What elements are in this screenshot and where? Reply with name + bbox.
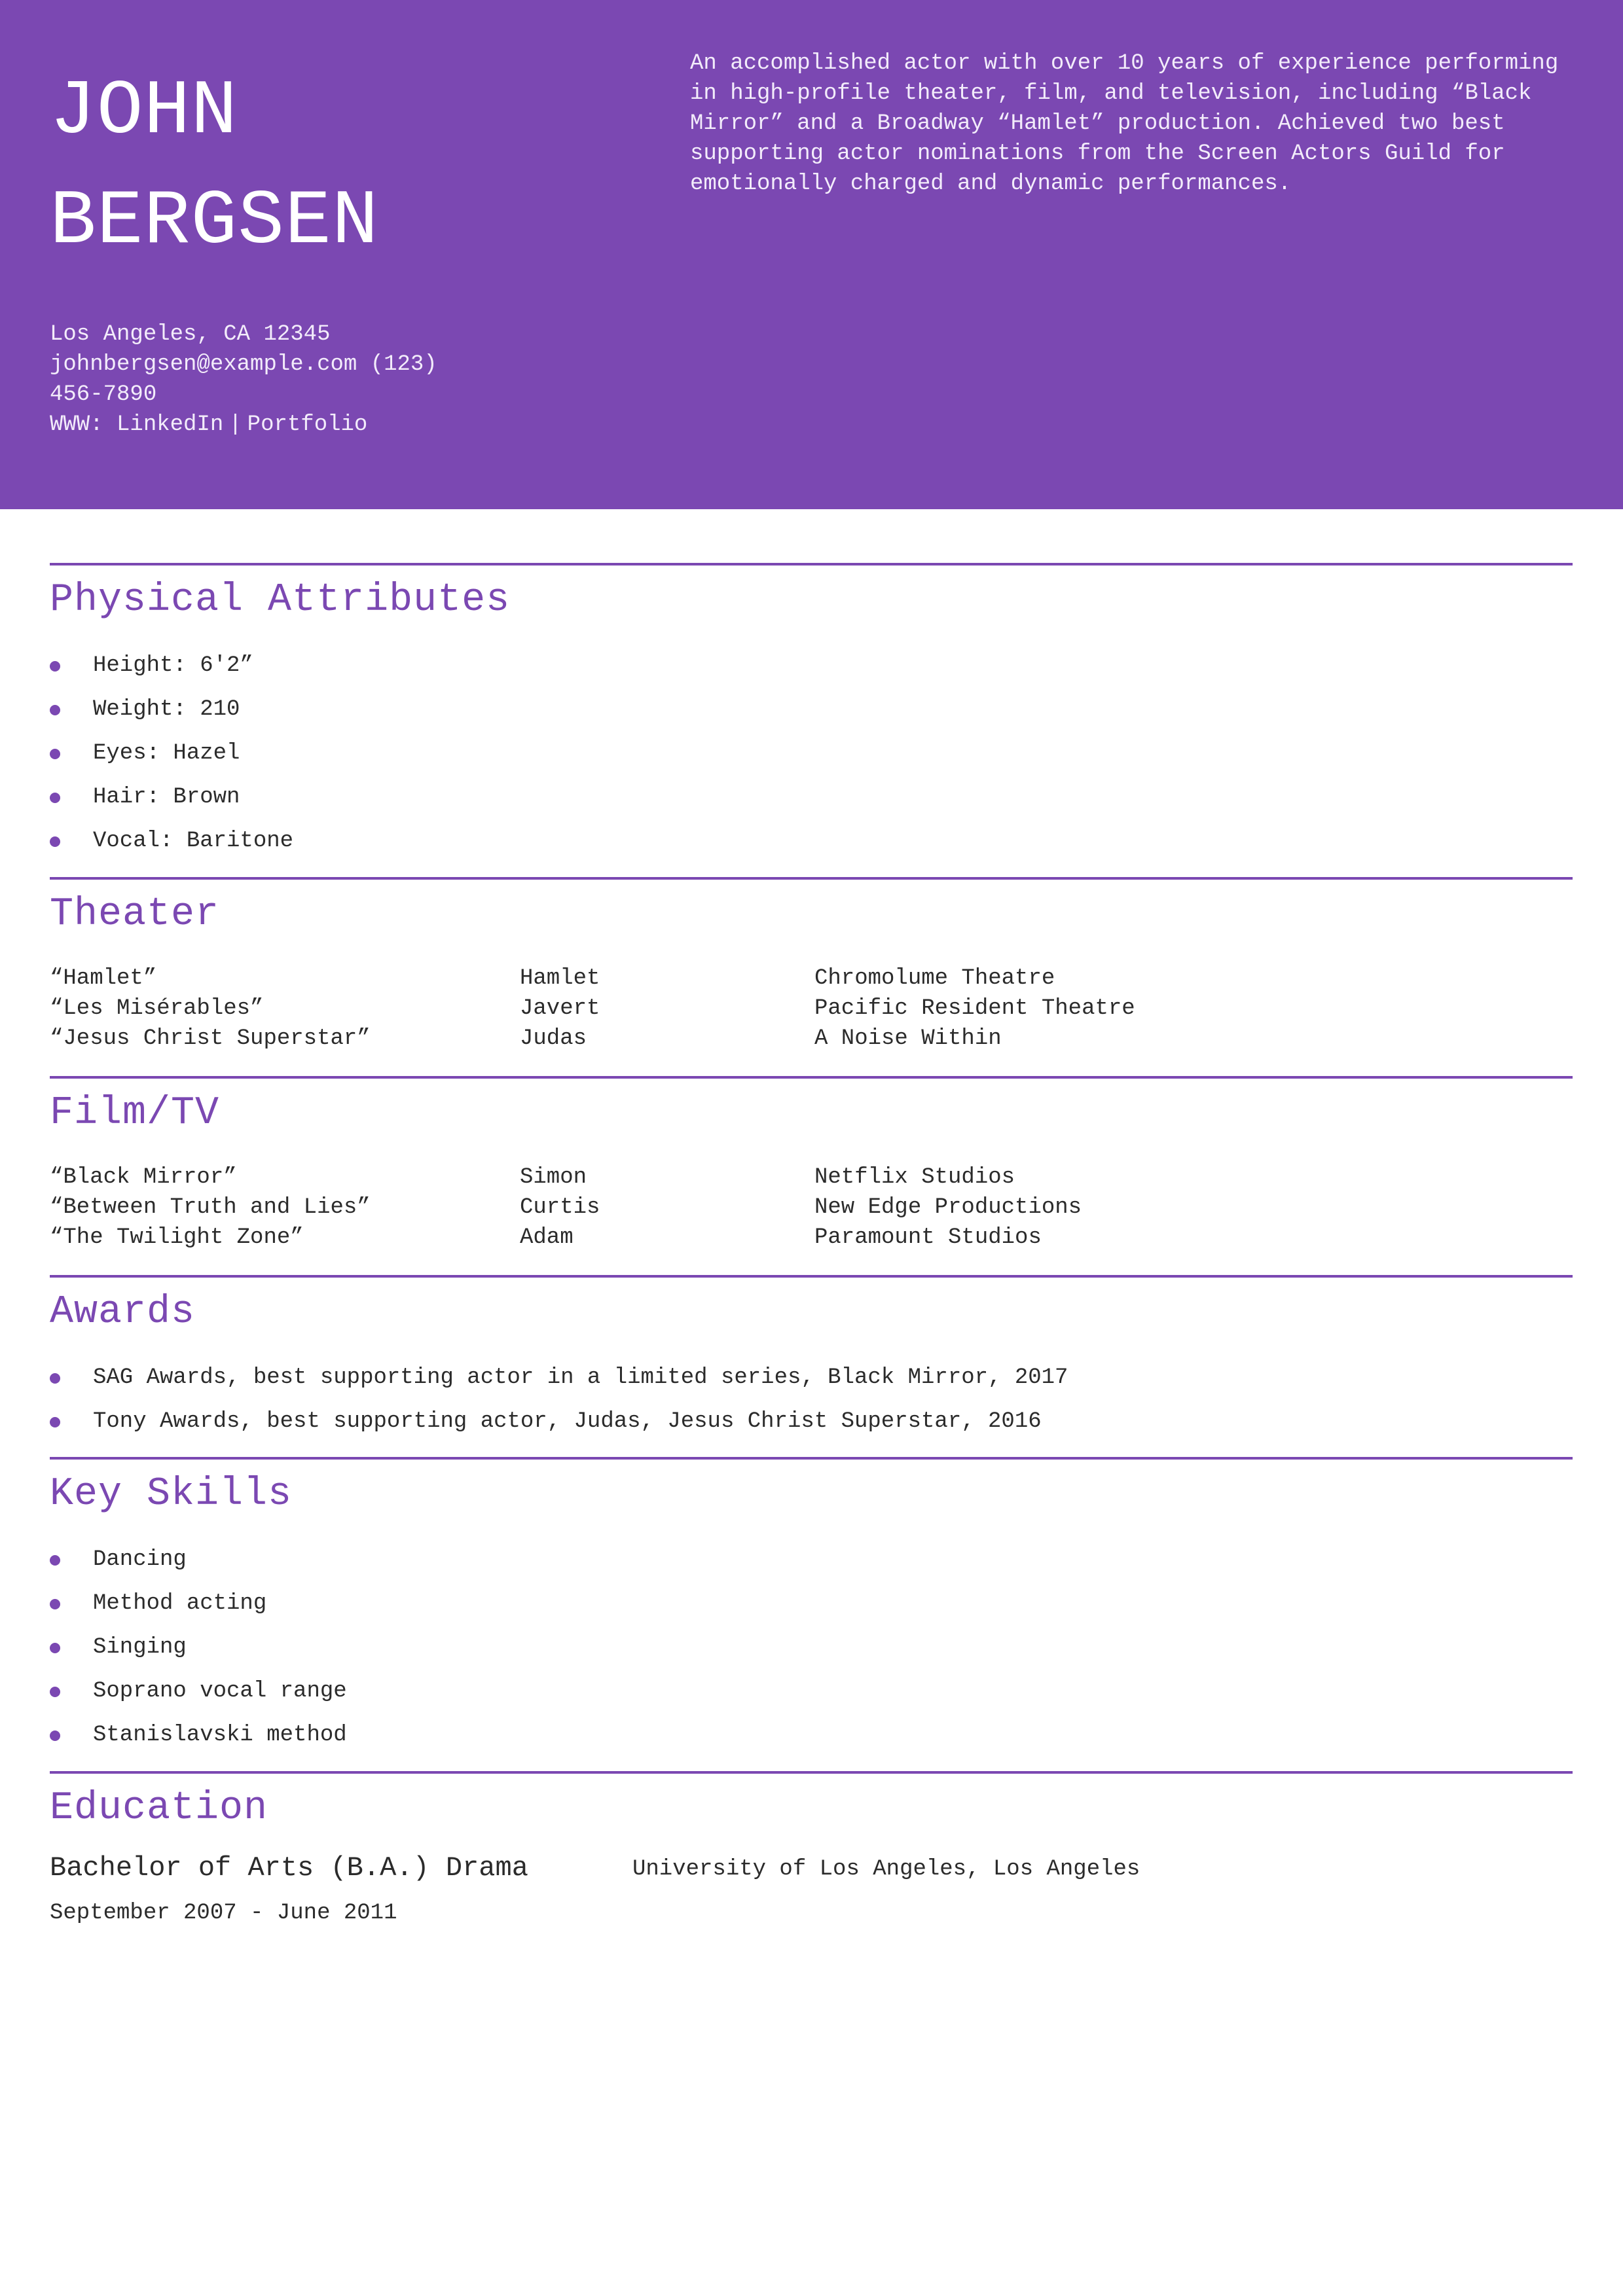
film-tv-credits [50, 1162, 1573, 1253]
production-title: “Hamlet” [50, 966, 157, 991]
production-title: “Black Mirror” [50, 1165, 237, 1190]
production-title: “Between Truth and Lies” [50, 1195, 371, 1220]
section-divider [50, 877, 1573, 880]
education-dates: September 2007 - June 2011 [50, 1901, 397, 1926]
section-film-tv [50, 1076, 1573, 1253]
list-item: Height: 6'2” [50, 644, 1573, 688]
company-name: Paramount Studios [814, 1225, 1042, 1250]
theater-credits [50, 963, 1573, 1054]
link-separator: | [228, 412, 242, 437]
role-name: Judas [520, 1026, 587, 1051]
section-title: Film/TV [50, 1091, 220, 1136]
company-name: Chromolume Theatre [814, 966, 1055, 991]
section-title: Physical Attributes [50, 578, 511, 622]
credit-row [50, 1024, 1573, 1054]
company-name: New Edge Productions [814, 1195, 1082, 1220]
bullet-icon [50, 793, 60, 803]
linkedin-link[interactable]: LinkedIn [117, 412, 224, 437]
section-divider [50, 1076, 1573, 1079]
awards-list [50, 1356, 1573, 1444]
list-item: Eyes: Hazel [50, 732, 1573, 776]
degree: Bachelor of Arts (B.A.) Drama [50, 1852, 528, 1884]
list-item: Tony Awards, best supporting actor, Judas, Jesus Christ Superstar, 2016 [50, 1400, 1573, 1444]
list-item: SAG Awards, best supporting actor in a limited series, Black Mirror, 2017 [50, 1356, 1573, 1400]
list-item: Weight: 210 [50, 688, 1573, 732]
credit-row [50, 963, 1573, 994]
list-item: Method acting [50, 1582, 1573, 1626]
web-links [50, 410, 508, 440]
bullet-icon [50, 1417, 60, 1427]
address: Los Angeles, CA 12345 [50, 322, 331, 347]
school: University of Los Angeles, Los Angeles [632, 1857, 1140, 1882]
section-divider [50, 1275, 1573, 1278]
bullet-icon [50, 1731, 60, 1741]
credit-row [50, 1223, 1573, 1253]
www-label: WWW: [50, 412, 103, 437]
first-name: JOHN [50, 69, 238, 156]
section-title: Awards [50, 1290, 196, 1335]
physical-attributes-list [50, 644, 1573, 863]
section-education [50, 1771, 1573, 1967]
company-name: Pacific Resident Theatre [814, 996, 1135, 1021]
list-item: Hair: Brown [50, 776, 1573, 819]
role-name: Javert [520, 996, 600, 1021]
bullet-icon [50, 1687, 60, 1697]
credit-row [50, 1162, 1573, 1193]
candidate-name [50, 58, 652, 278]
section-title: Key Skills [50, 1472, 293, 1516]
bullet-icon [50, 1599, 60, 1609]
section-divider [50, 563, 1573, 565]
credit-row [50, 994, 1573, 1024]
section-theater [50, 877, 1573, 1054]
bullet-icon [50, 1373, 60, 1384]
section-key-skills [50, 1457, 1573, 1757]
production-title: “Jesus Christ Superstar” [50, 1026, 371, 1051]
list-item: Dancing [50, 1538, 1573, 1582]
skills-list [50, 1538, 1573, 1757]
bullet-icon [50, 836, 60, 847]
role-name: Simon [520, 1165, 587, 1190]
role-name: Hamlet [520, 966, 600, 991]
email-phone-line-1: johnbergsen@example.com (123) [50, 352, 437, 377]
role-name: Adam [520, 1225, 574, 1250]
production-title: “Les Misérables” [50, 996, 264, 1021]
portfolio-link[interactable]: Portfolio [247, 412, 368, 437]
role-name: Curtis [520, 1195, 600, 1220]
bullet-icon [50, 1555, 60, 1566]
section-title: Theater [50, 892, 220, 937]
section-title: Education [50, 1786, 268, 1831]
contact-info [50, 319, 508, 440]
section-divider [50, 1771, 1573, 1774]
bullet-icon [50, 1643, 60, 1653]
section-awards [50, 1275, 1573, 1444]
professional-summary: An accomplished actor with over 10 years of experience performing in high-profile theater, film, and television, including “Black Mirror” and a Broadway “Hamlet” production. Achieved two best supporting actor nominations from the Screen Actors Guild for emotionally charged and dynamic performances. [690, 51, 1559, 196]
credit-row [50, 1193, 1573, 1223]
bullet-icon [50, 661, 60, 672]
bullet-icon [50, 705, 60, 715]
bullet-icon [50, 749, 60, 759]
list-item: Soprano vocal range [50, 1670, 1573, 1713]
last-name: BERGSEN [50, 179, 379, 266]
company-name: Netflix Studios [814, 1165, 1015, 1190]
section-physical-attributes [50, 563, 1573, 863]
list-item: Stanislavski method [50, 1713, 1573, 1757]
header-banner [0, 0, 1623, 509]
section-divider [50, 1457, 1573, 1460]
list-item: Vocal: Baritone [50, 819, 1573, 863]
production-title: “The Twilight Zone” [50, 1225, 304, 1250]
company-name: A Noise Within [814, 1026, 1002, 1051]
email-phone-line-2: 456-7890 [50, 382, 157, 407]
list-item: Singing [50, 1626, 1573, 1670]
